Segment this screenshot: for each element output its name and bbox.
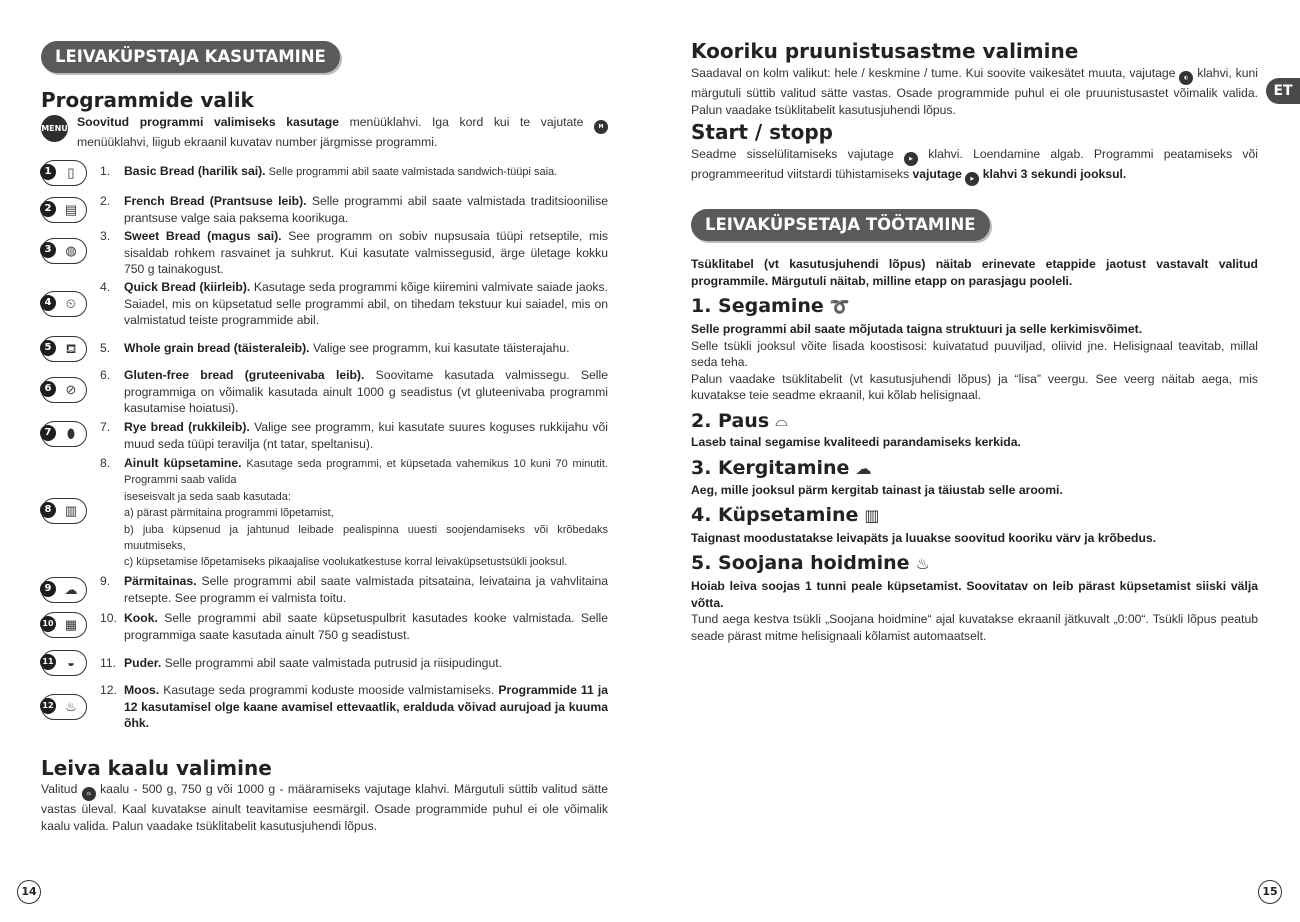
start-stop-button-icon: ▶ [904,152,918,166]
rising-icon: ☁ [855,458,872,478]
programs-title: Programmide valik [41,88,254,112]
crust-text: Saadaval on kolm valikut: hele / keskmine / tume. Kui soovite vaikesätet muuta, vajutage ◐ klahvi, kuni märgutuli süttib valitud sätte vastas. Osade programmide puhul ei ole pruunistusastet võimalik valida. Palun vaadake tsüklitabelit kasutusjuhendi lõpus. [691,66,1258,117]
crust-title: Kooriku pruunistusastme valimine [691,39,1079,63]
stage-text-rising: Aeg, mille jooksul pärm kergitab tainast ja täiustab selle aroomi. [691,483,1063,497]
menu-button-icon: MENU [41,115,68,142]
sweet-bread-icon: 3 ◍ [41,238,87,264]
pause-icon: ⌓ [775,411,788,430]
start-stop-button-icon-2: ▶ [965,172,979,186]
stage-text-baking: Taignast moodustatakse leivapäts ja luuakse soovitud kooriku värv ja krõbedus. [691,531,1157,545]
stage-title-baking: 4. Küpsetamine ▥ [691,504,880,526]
stage-title-rising: 3. Kergitamine ☁ [691,457,872,479]
french-bread-icon: 2 ▤ [41,197,87,223]
rye-bread-icon: 7 ⬮ [41,421,87,447]
start-stop-title: Start / stopp [691,120,833,144]
page-number-right: 15 [1258,880,1282,904]
weight-text: Valitud ⚖ kaalu - 500 g, 750 g või 1000 g - määramiseks vajutage klahvi. Märgutuli süttib valitud sätte vastas üleval. Kaal kuvatakse ainult teavitamise eesmärgil. Osade programmide puhul ei ole võimalik kaalu valida. Palun vaadake tsüklitabelit kasutusjuhendi lõpus. [41,782,608,833]
cycle-intro: Tsüklitabel (vt kasutusjuhendi lõpus) näitab erinevate etappide jaotust vastavalt valitud programmile. Märgutuli näitab, milline etapp on parasjagu pooleli. [691,257,1258,288]
stage-text-pause: Laseb tainal segamise kvaliteedi parandamiseks kerkida. [691,435,1021,449]
stage-text-keep-warm: Hoiab leiva soojas 1 tunni peale küpsetamist. Soovitatav on leib pärast küpsetamist siiski välja võtta. Tund aega kestva tsükli „Soojana hoidmine“ ajal kuvatakse ekraanil jätkuvalt „0:00“. Tsükli lõpus peatub seade pärast mitme helisignaali kõlamist automaatselt. [691,579,1258,643]
jam-icon: 12 ♨ [41,694,87,720]
baking-icon: ▥ [864,505,880,525]
stage-title-keep-warm: 5. Soojana hoidmine ♨ [691,552,930,574]
whole-grain-icon: 5 ⛾ [41,336,87,362]
menu-inline-icon: M [594,120,608,134]
weight-button-icon: ⚖ [82,787,96,801]
menu-intro: Soovitud programmi valimiseks kasutage menüüklahvi. Iga kord kui te vajutate M menüüklahvi, liigub ekraanil kuvatav number järgmisse programmi. [77,114,608,151]
stage-title-pause: 2. Paus ⌓ [691,410,788,432]
basic-bread-icon: 1 ▯ [41,160,87,186]
page-number-left: 14 [17,880,41,904]
section-pill-usage: LEIVAKÜPSTAJA KASUTAMINE [41,41,340,73]
stage-title-kneading: 1. Segamine ➰ [691,295,850,317]
section-pill-operation: LEIVAKÜPSETAJA TÖÖTAMINE [691,209,990,241]
language-tab-et: ET [1266,78,1300,104]
stage-text-kneading: Selle programmi abil saate mõjutada taigna struktuuri ja selle kerkimisvõimet. Selle tsükli jooksul võite lisada koostisosi: kuivatatud puuviljad, oliivid jne. Helisignaal teavitab, millal seda teha. Palun vaadake tsüklitabelit (vt kasutusjuhendi lõpus) ja “lisa” veergu. See veerg näitab aega, mis kuvatakse teie seadme ekraanil, kui kõlab helisignaal. [691,322,1258,403]
quick-bread-icon: 4 ⏲ [41,291,87,317]
crust-button-icon: ◐ [1179,71,1193,85]
cake-icon: 10 ▦ [41,612,87,638]
gluten-free-icon: 6 ⊘ [41,377,87,403]
bake-only-icon: 8 ▥ [41,498,87,524]
dough-icon: 9 ☁ [41,577,87,603]
porridge-icon: 11 ◒ [41,650,87,676]
kneading-icon: ➰ [829,296,850,316]
start-stop-text: Seadme sisselülitamiseks vajutage ▶ klahvi. Loendamine algab. Programmi peatamiseks või programmeeritud viitstardi tühistamiseks vajutage ▶ klahvi 3 sekundi jooksul. [691,146,1258,186]
weight-title: Leiva kaalu valimine [41,756,272,780]
keep-warm-icon: ♨ [915,553,930,573]
